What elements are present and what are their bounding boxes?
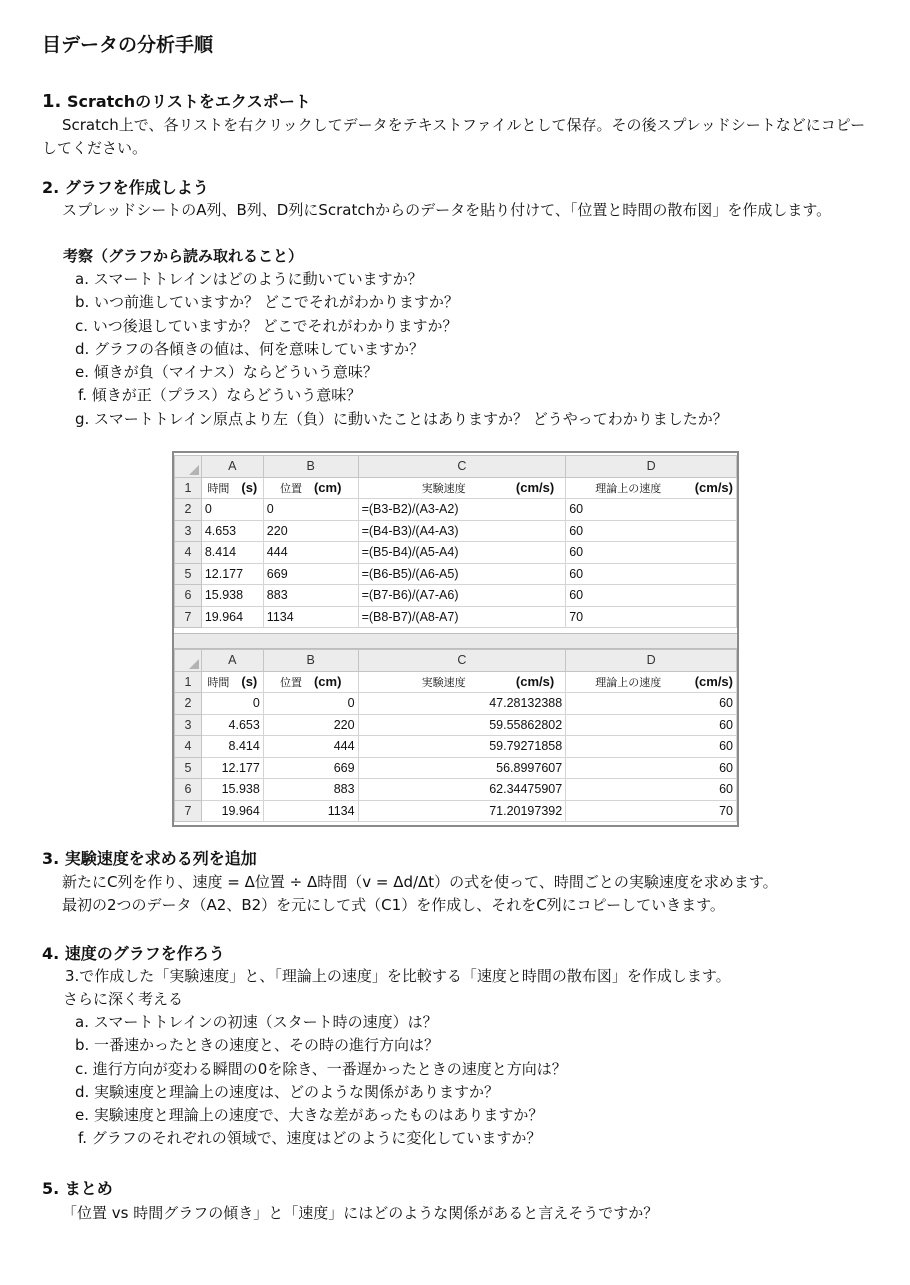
list-item: a. スマートトレインはどのように動いていますか？ <box>75 270 423 288</box>
row-number: 7 <box>175 800 202 822</box>
cell-theory-velocity: 60 <box>566 520 737 542</box>
cell-theory-velocity: 60 <box>566 779 737 801</box>
header-row <box>175 671 737 693</box>
cell-position: 0 <box>263 499 358 521</box>
cell-theory-velocity: 60 <box>566 693 737 715</box>
column-header-row <box>175 650 737 672</box>
cell-velocity: =(B7-B6)/(A7-A6) <box>358 585 566 607</box>
header-label: 時間 <box>207 482 230 495</box>
header-cell <box>566 477 737 499</box>
cell-theory-velocity: 70 <box>566 606 737 628</box>
header-cell <box>263 477 358 499</box>
row-number: 5 <box>175 563 202 585</box>
cell-time: 8.414 <box>201 736 263 758</box>
cell-velocity: =(B4-B3)/(A4-A3) <box>358 520 566 542</box>
header-unit: (cm/s) <box>515 674 555 690</box>
header-label: 位置 <box>279 676 302 689</box>
column-header-row <box>175 456 737 478</box>
list-item: g. スマートトレイン原点より左（負）に動いたことはありますか？ どうやってわかりましたか？ <box>75 409 728 428</box>
cell-theory-velocity: 60 <box>566 542 737 564</box>
header-label: 理論上の速度 <box>595 482 662 495</box>
section-2-subheading: 考察（グラフから読み取れること） <box>63 247 304 265</box>
cell-velocity: 47.28132388 <box>358 693 566 715</box>
cell-velocity: 59.55862802 <box>358 714 566 736</box>
header-unit: (cm/s) <box>694 674 733 690</box>
section-5-heading: 5. まとめ <box>42 1179 113 1198</box>
cell-theory-velocity: 60 <box>566 757 737 779</box>
formula-table <box>174 455 737 628</box>
cell-velocity: 62.34475907 <box>358 779 566 801</box>
section-3-line-2: 最初の2つのデータ（A2、B2）を元にして式（C1）を作成し、それをC列にコピーしていきます。 <box>62 896 725 914</box>
section-1-heading <box>42 89 311 112</box>
column-letter: B <box>263 650 358 672</box>
table-row <box>175 520 737 542</box>
header-unit: (cm) <box>313 480 342 496</box>
header-unit: (cm/s) <box>515 480 555 496</box>
cell-theory-velocity: 70 <box>566 800 737 822</box>
cell-velocity: =(B5-B4)/(A5-A4) <box>358 542 566 564</box>
row-number: 1 <box>175 671 202 693</box>
row-number: 2 <box>175 693 202 715</box>
section-1-body: Scratch上で、各リストを右クリックしてデータをテキストファイルとして保存。その後スプレッドシートなどにコピーしてください。 <box>42 116 866 157</box>
cell-time: 15.938 <box>201 585 263 607</box>
section-3-heading: 3. 実験速度を求める列を追加 <box>42 849 257 868</box>
cell-time: 4.653 <box>201 520 263 542</box>
cell-time: 12.177 <box>201 563 263 585</box>
cell-position: 220 <box>263 714 358 736</box>
header-cell <box>358 671 566 693</box>
cell-velocity: 71.20197392 <box>358 800 566 822</box>
list-item: b. 一番速かったときの速度と、その時の進行方向は？ <box>75 1036 440 1055</box>
cell-position: 444 <box>263 736 358 758</box>
row-number: 3 <box>175 714 202 736</box>
section-4-line-1: 3.で作成した「実験速度」と、「理論上の速度」を比較する「速度と時間の散布図」を作成します。 <box>65 967 731 985</box>
row-number: 1 <box>175 477 202 499</box>
cell-time: 4.653 <box>201 714 263 736</box>
row-number: 3 <box>175 520 202 542</box>
header-label: 実験速度 <box>421 482 466 495</box>
header-cell <box>263 671 358 693</box>
section-4-questions <box>75 1011 567 1151</box>
list-item: c. いつ後退していますか？ どこでそれがわかりますか？ <box>75 316 458 335</box>
column-letter: A <box>201 456 263 478</box>
list-item: a. スマートトレインの初速（スタート時の速度）は？ <box>75 1013 438 1031</box>
section-2-heading: 2. グラフを作成しよう <box>42 178 209 197</box>
section-3-line-1: 新たにC列を作り、速度 = Δ位置 ÷ Δ時間（v = Δd/Δt）の式を使って、時間ごとの実験速度を求めます。 <box>62 873 778 891</box>
header-cell <box>566 671 737 693</box>
cell-time: 19.964 <box>201 606 263 628</box>
cell-position: 1134 <box>263 800 358 822</box>
select-all-corner <box>175 456 202 478</box>
table-row <box>175 757 737 779</box>
column-letter: D <box>566 650 737 672</box>
table-row <box>175 693 737 715</box>
header-label: 理論上の速度 <box>595 676 662 689</box>
row-number: 4 <box>175 736 202 758</box>
cell-velocity: 56.8997607 <box>358 757 566 779</box>
list-item: b. いつ前進していますか？ どこでそれがわかりますか？ <box>75 293 459 312</box>
cell-time: 19.964 <box>201 800 263 822</box>
select-all-corner <box>175 650 202 672</box>
list-item: e. 実験速度と理論上の速度で、大きな差があったものはありますか？ <box>75 1106 544 1125</box>
list-item: e. 傾きが負（マイナス）ならどういう意味？ <box>75 363 378 382</box>
header-unit: (cm/s) <box>694 480 733 496</box>
table-row <box>175 542 737 564</box>
header-unit: (s) <box>241 674 258 690</box>
table-row <box>175 563 737 585</box>
cell-position: 0 <box>263 693 358 715</box>
section-1-title: Scratchのリストをエクスポート <box>66 92 311 111</box>
header-cell <box>201 477 263 499</box>
list-item: f. 傾きが正（プラス）ならどういう意味？ <box>78 386 362 405</box>
row-number: 6 <box>175 779 202 801</box>
cell-time: 15.938 <box>201 779 263 801</box>
section-2-questions <box>75 268 728 431</box>
cell-position: 883 <box>263 585 358 607</box>
cell-time: 8.414 <box>201 542 263 564</box>
table-row <box>175 499 737 521</box>
cell-position: 669 <box>263 563 358 585</box>
table-row <box>175 736 737 758</box>
column-letter: B <box>263 456 358 478</box>
cell-theory-velocity: 60 <box>566 736 737 758</box>
cell-position: 1134 <box>263 606 358 628</box>
column-letter: D <box>566 456 737 478</box>
cell-time: 12.177 <box>201 757 263 779</box>
cell-velocity: 59.79271858 <box>358 736 566 758</box>
cell-theory-velocity: 60 <box>566 499 737 521</box>
table-row <box>175 714 737 736</box>
list-item: c. 進行方向が変わる瞬間の0を除き、一番遅かったときの速度と方向は？ <box>75 1059 567 1078</box>
row-number: 2 <box>175 499 202 521</box>
header-unit: (cm) <box>313 674 342 690</box>
cell-theory-velocity: 60 <box>566 585 737 607</box>
table-row <box>175 779 737 801</box>
header-cell <box>358 477 566 499</box>
values-table <box>174 649 737 822</box>
table-row <box>175 606 737 628</box>
table-row <box>175 585 737 607</box>
cell-position: 220 <box>263 520 358 542</box>
section-5-body: 「位置 vs 時間グラフの傾き」と「速度」にはどのような関係があると言えそうですか？ <box>62 1204 659 1222</box>
column-letter: C <box>358 456 566 478</box>
list-item: f. グラフのそれぞれの領域で、速度はどのように変化していますか？ <box>78 1129 542 1148</box>
list-item: d. グラフの各傾きの値は、何を意味していますか？ <box>75 339 425 358</box>
cell-velocity: =(B8-B7)/(A8-A7) <box>358 606 566 628</box>
section-2-body: スプレッドシートのA列、B列、D列にScratchからのデータを貼り付けて、「位置と時間の散布図」を作成します。 <box>62 201 832 219</box>
column-letter: C <box>358 650 566 672</box>
cell-theory-velocity: 60 <box>566 714 737 736</box>
section-4-heading: 4. 速度のグラフを作ろう <box>42 944 225 963</box>
row-number: 7 <box>175 606 202 628</box>
cell-time: 0 <box>201 499 263 521</box>
header-unit: (s) <box>241 480 258 496</box>
section-1-number: 1. <box>42 91 62 112</box>
cell-position: 444 <box>263 542 358 564</box>
header-label: 時間 <box>207 676 230 689</box>
header-label: 位置 <box>279 482 302 495</box>
section-4-subheading: さらに深く考える <box>63 990 184 1008</box>
column-letter: A <box>201 650 263 672</box>
header-row <box>175 477 737 499</box>
header-cell <box>201 671 263 693</box>
list-item: d. 実験速度と理論上の速度は、どのような関係がありますか？ <box>75 1082 500 1101</box>
cell-position: 669 <box>263 757 358 779</box>
row-number: 5 <box>175 757 202 779</box>
cell-velocity: =(B3-B2)/(A3-A2) <box>358 499 566 521</box>
spreadsheet-figure <box>172 451 739 827</box>
cell-theory-velocity: 60 <box>566 563 737 585</box>
cell-velocity: =(B6-B5)/(A6-A5) <box>358 563 566 585</box>
row-number: 6 <box>175 585 202 607</box>
page-title: 目データの分析手順 <box>42 34 214 56</box>
table-row <box>175 800 737 822</box>
row-number: 4 <box>175 542 202 564</box>
table-separator <box>174 633 737 649</box>
header-label: 実験速度 <box>421 676 466 689</box>
cell-time: 0 <box>201 693 263 715</box>
cell-position: 883 <box>263 779 358 801</box>
